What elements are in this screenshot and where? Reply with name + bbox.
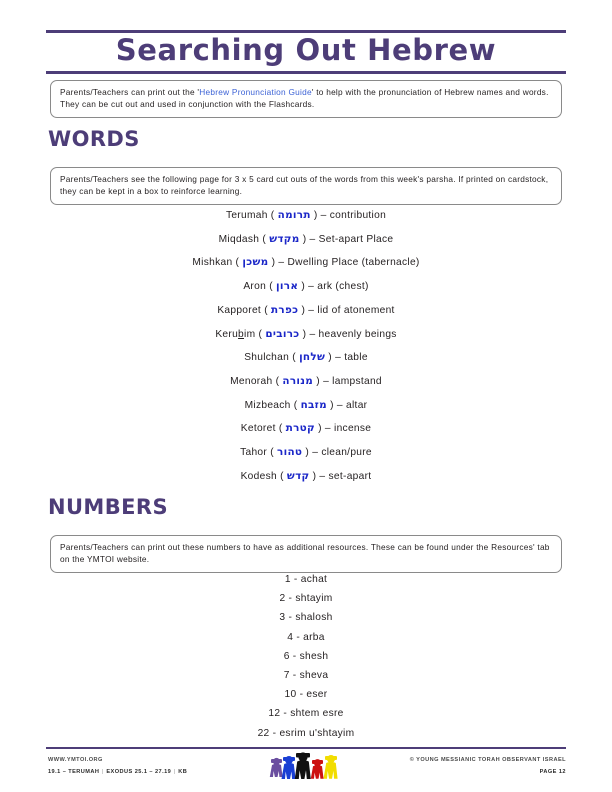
word-meaning: contribution [329,210,387,221]
intro-info-box [50,80,562,118]
word-transliteration: Miqdash [218,233,260,245]
footer-parsha: 19.1 – TERUMAH [48,769,100,775]
word-hebrew: כפרת [271,303,299,316]
word-meaning: Dwelling Place (tabernacle) [287,257,420,269]
number-row: 22 - esrim u'shtayim [257,727,355,739]
ymtoi-logo [268,750,344,784]
number-row: 3 - shalosh [279,612,333,624]
word-hebrew: קדש [286,469,310,482]
word-meaning: incense [334,423,372,435]
word-row: Kerubim ( כרובים ) – heavenly beings [215,327,397,340]
word-row: Mishkan ( משכן ) – Dwelling Place (tabernacle) [192,256,420,269]
word-hebrew: שלחן [299,351,326,364]
numbers-section-heading: NUMBERS [48,495,168,519]
hebrew-pronunciation-guide-link[interactable]: Hebrew Pronunciation Guide [199,87,312,97]
number-row: 10 - eser [284,689,328,701]
number-row: 12 - shtem esre [268,708,344,720]
number-row: 1 - achat [284,574,328,585]
word-transliteration-accent: b [238,328,245,340]
logo-figure-yellow [324,755,338,779]
word-transliteration: Ketoret [240,423,276,435]
logo-figure-black [295,752,311,779]
number-row: 6 - shesh [283,650,329,662]
word-row: Miqdash ( מקדש ) – Set-apart Place [218,232,394,245]
word-row: Terumah ( תרומה ) – contribution [225,209,387,221]
word-hebrew: משכן [242,256,269,269]
words-info-box: Parents/Teachers see the following page for 3 x 5 card cut outs of the words from this week's parsha. If printed on cardstock, they can be kept in a box to reinforce learning. [50,167,562,205]
word-meaning: set-apart [328,470,372,482]
word-row: Aron ( ארון ) – ark (chest) [243,280,369,293]
ymtoi-logo-figures [268,750,344,784]
word-hebrew: מנורה [282,374,314,387]
footer-scripture: EXODUS 25.1 – 27.19 [106,769,172,775]
footer-right-block [410,754,566,778]
logo-figure-red [311,759,324,779]
number-row: 2 - shtayim [279,593,333,605]
intro-text-before: Parents/Teachers can print out the ' [60,87,200,97]
word-meaning: ark (chest) [317,281,369,293]
title-rule-bottom [46,71,566,74]
word-meaning: table [344,352,368,364]
number-row: 7 - sheva [283,670,329,682]
word-row: Tahor ( טהור ) – clean/pure [240,446,372,459]
word-meaning: altar [346,399,368,411]
logo-figure-purple [270,758,283,777]
intro-text-after: ' to help with the pronunciation of Hebrew names and words. They can be cut out and used in conjunction with the Flashcards. [60,87,549,109]
word-transliteration: Mizbeach [244,399,291,411]
words-section-heading: WORDS [48,127,140,151]
footer-divider-1: | [101,769,104,775]
word-row: Kapporet ( כפרת ) – lid of atonement [217,303,395,316]
word-transliteration: Mishkan [192,257,233,269]
word-row: Mizbeach ( מזבח ) – altar [244,398,368,411]
word-transliteration: Kapporet [217,304,262,316]
word-hebrew: ארון [276,280,299,293]
word-transliteration: Terumah [225,210,268,221]
word-transliteration: Aron [243,281,267,293]
logo-figure-blue [282,756,296,779]
word-transliteration: Kerubim [215,328,256,340]
numbers-list [46,570,566,743]
words-list [46,204,566,488]
footer-reference-line [48,766,187,778]
word-row: Menorah ( מנורה ) – lampstand [230,374,382,387]
word-hebrew: קטרת [285,422,315,435]
footer-website[interactable]: WWW.YMTOI.ORG [48,757,103,763]
numbers-info-box: Parents/Teachers can print out these numbers to have as additional resources. These can be found under the Resources' tab on the YMTOI website. [50,535,562,573]
word-transliteration: Shulchan [244,352,290,364]
word-row: Kodesh ( קדש ) – set-apart [240,469,372,482]
word-meaning: clean/pure [321,447,372,459]
word-hebrew: מקדש [269,232,300,245]
footer-divider-2: | [173,769,176,775]
page-title: Searching Out Hebrew [115,33,497,67]
word-row: Ketoret ( קטרת ) – incense [240,422,372,435]
word-row: Shulchan ( שלחן ) – table [244,351,368,364]
word-meaning: lid of atonement [317,304,395,316]
footer-rule [46,747,566,749]
footer-left-block [48,754,187,778]
footer-page-number: PAGE 12 [539,769,566,775]
word-meaning: Set-apart Place [318,233,394,245]
word-hebrew: תרומה [277,209,311,221]
word-transliteration: Menorah [230,375,273,387]
word-hebrew: כרובים [265,327,300,340]
word-transliteration: Tahor [240,447,268,459]
footer-copyright: © YOUNG MESSIANIC TORAH OBSERVANT ISRAEL [409,757,566,763]
word-hebrew: מזבח [300,398,327,411]
word-meaning: lampstand [332,375,382,387]
footer-initials: KB [178,769,188,775]
word-transliteration: Kodesh [240,470,277,482]
word-hebrew: טהור [277,446,303,459]
number-row: 4 - arba [287,631,325,643]
word-meaning: heavenly beings [318,328,397,340]
